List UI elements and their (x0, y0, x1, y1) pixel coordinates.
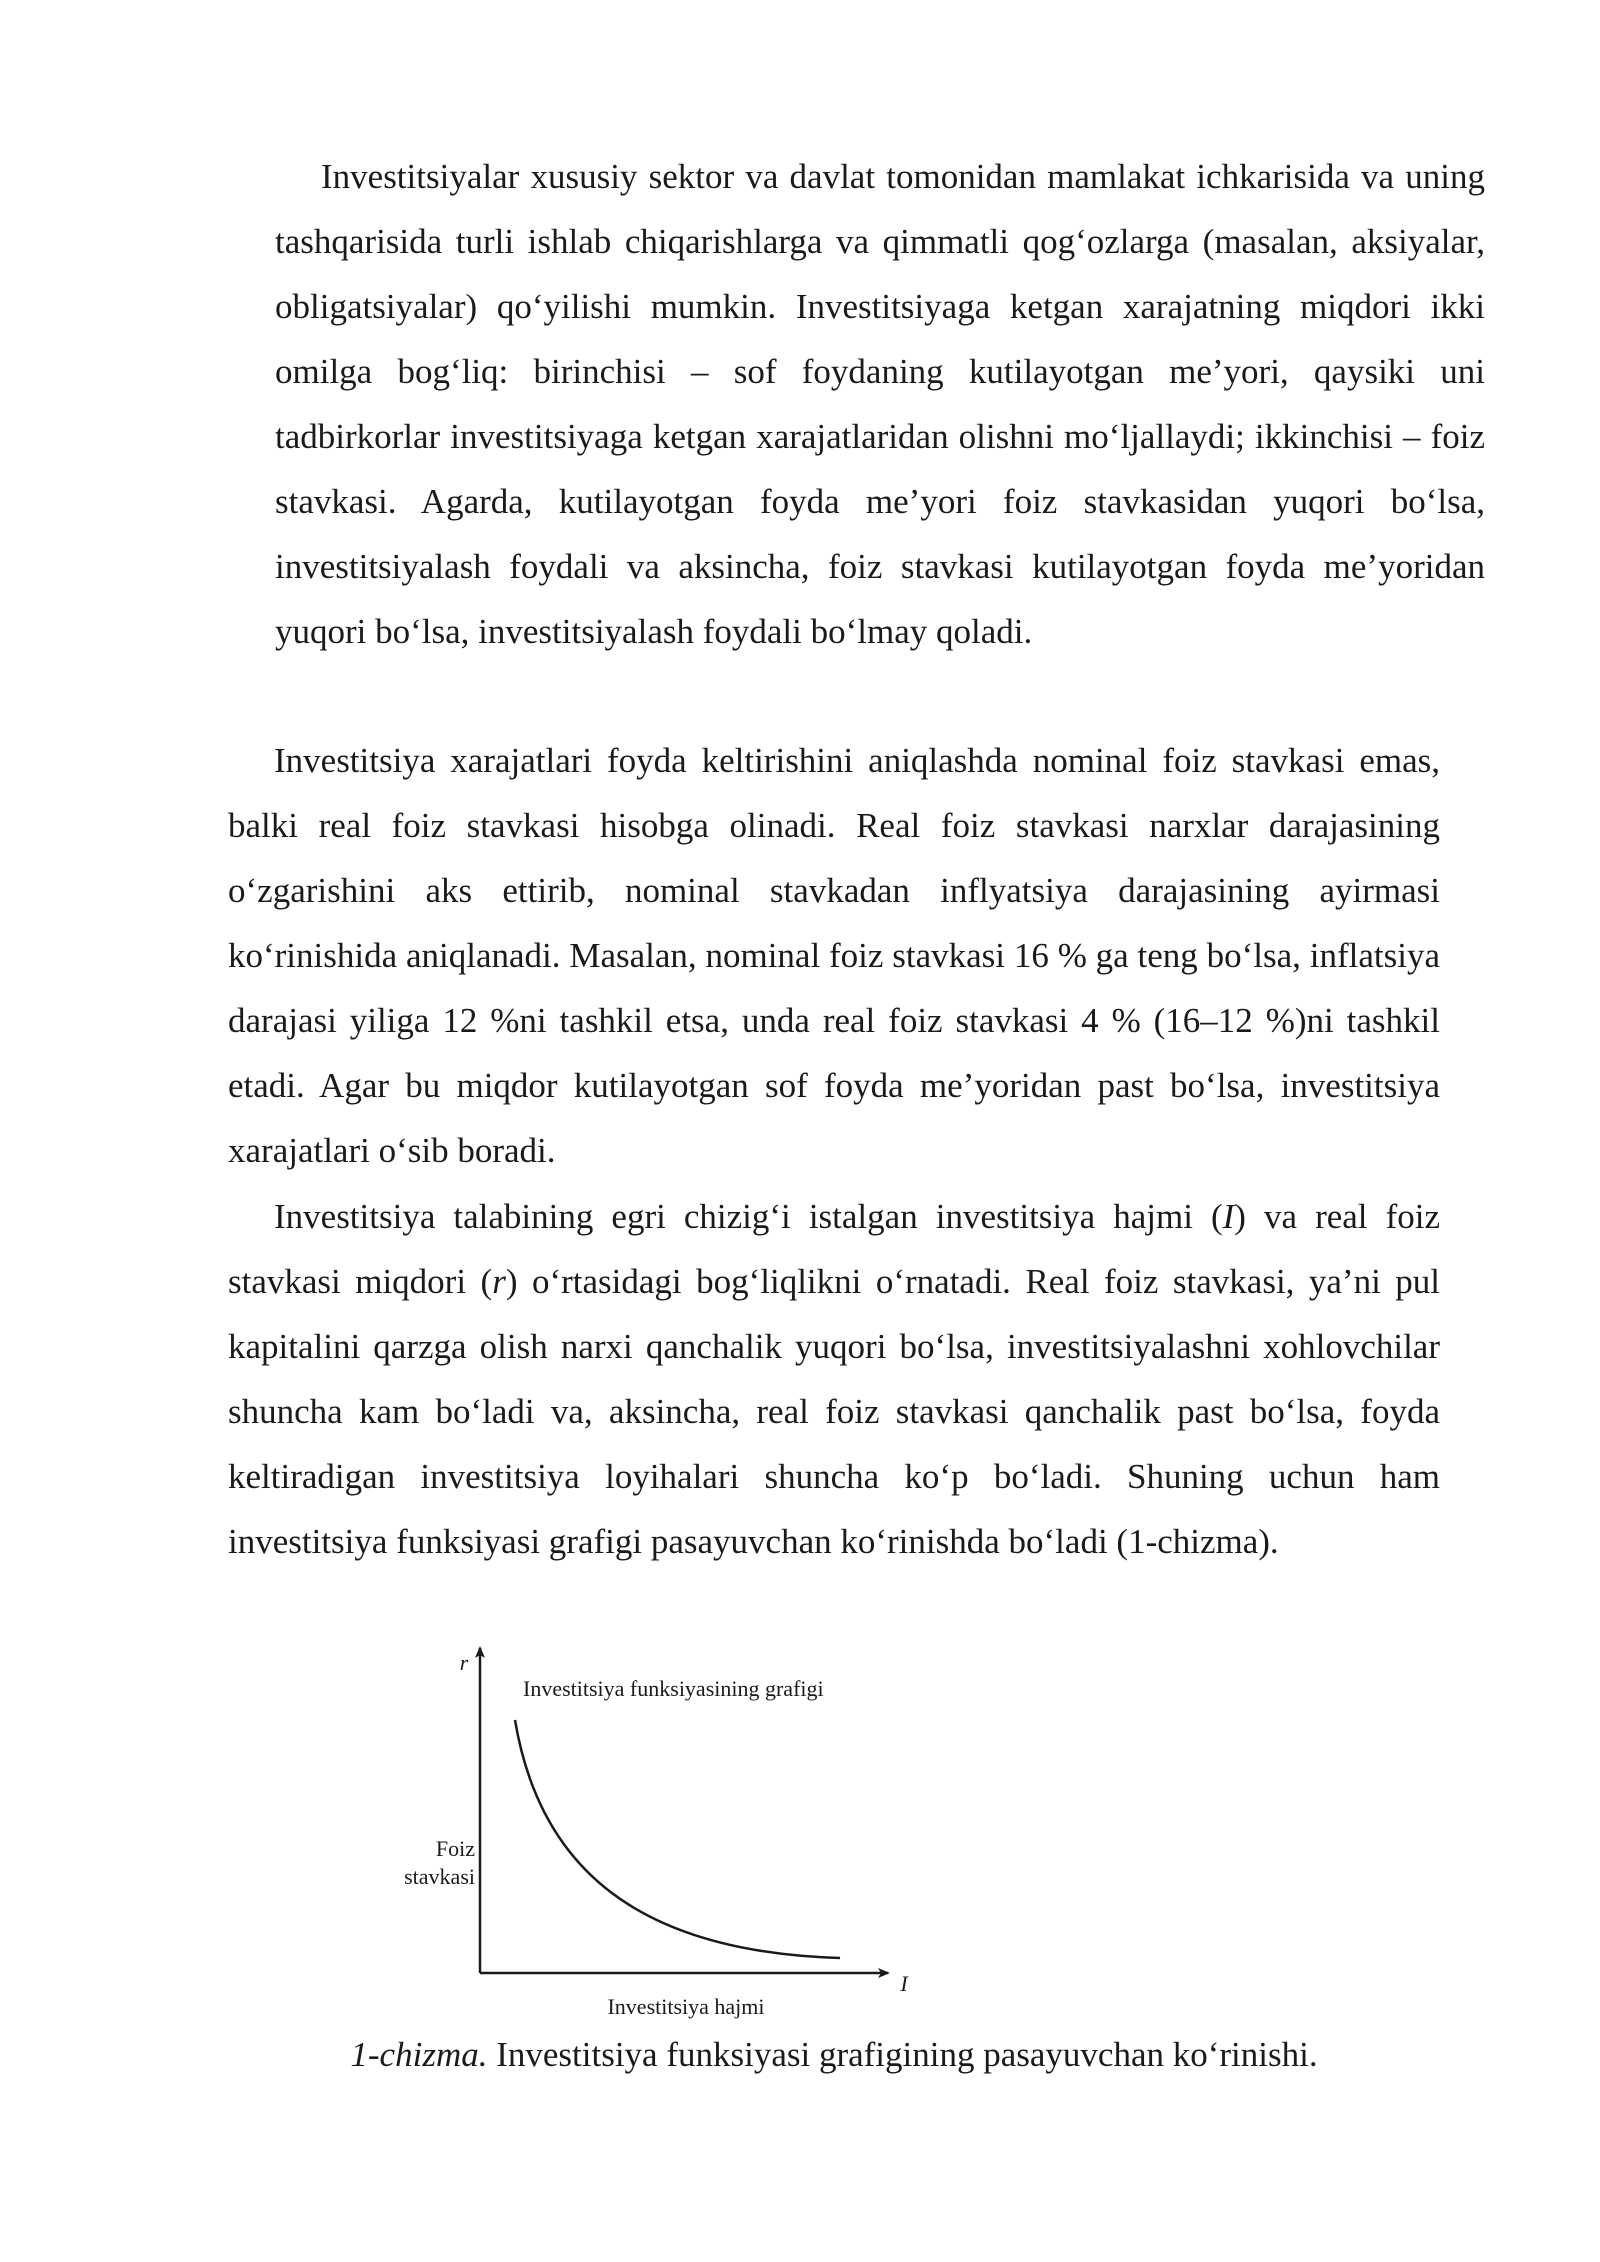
y-axis-label-line-1: Foiz (435, 1836, 475, 1861)
y-axis-symbol: r (459, 1650, 469, 1675)
x-axis-label: Investitsiya hajmi (607, 1994, 765, 2019)
paragraph-1: Investitsiyalar xususiy sektor va davlat tomonidan mamlakat ichkarisida va uning tashqarisida turli ishlab chiqarishlarga va qimmatli qog‘ozlarga (masalan, aksiyalar, obligatsiyalar) qo‘yilishi mumkin. Investitsiyaga ketgan xarajatning miqdori ikki omilga bog‘liq: birinchisi – sof foydaning kutilayotgan me’yori, qaysiki uni tadbirkorlar investitsiyaga ketgan xarajatlaridan olishni mo‘ljallaydi; ikkinchisi – foiz stavkasi. Agarda, kutilayotgan foyda me’yori foiz stavkasidan yuqori bo‘lsa, investitsiyalash foydali va aksincha, foiz stavkasi kutilayotgan foyda me’yoridan yuqori bo‘lsa, investitsiyalash foydali bo‘lmay qoladi. (275, 157, 1485, 651)
figure-caption (228, 2030, 1440, 2080)
paragraph-2: Investitsiya xarajatlari foyda keltirishini aniqlashda nominal foiz stavkasi emas, balki real foiz stavkasi hisobga olinadi. Real foiz stavkasi narxlar darajasining o‘zgarishini aks ettirib, nominal stavkadan inflyatsiya darajasining ayirmasi ko‘rinishida aniqlanadi. Masalan, nominal foiz stavkasi 16 % ga teng bo‘lsa, inflatsiya darajasi yiliga 12 %ni tashkil etsa, unda real foiz stavkasi 4 % (16–12 %)ni tashkil etadi. Agar bu miqdor kutilayotgan sof foyda me’yoridan past bo‘lsa, investitsiya xarajatlari o‘sib boradi. (228, 741, 1440, 1170)
investment-function-figure (380, 1640, 940, 2020)
symbol-i: I (1222, 1197, 1235, 1236)
caption-label: 1-chizma. (350, 2035, 488, 2074)
y-axis-label-line-2: stavkasi (404, 1864, 475, 1889)
paragraph-3-text-3: ) o‘rtasidagi bog‘liqlikni o‘rnatadi. Real foiz stavkasi, ya’ni pul kapitalini qarzga olish narxi qanchalik yuqori bo‘lsa, investitsiyalashni xohlovchilar shuncha kam bo‘ladi va, aksincha, real foiz stavkasi qanchalik past bo‘lsa, foyda keltiradigan investitsiya loyihalari shuncha ko‘p bo‘ladi. Shuning uchun ham investitsiya funksiyasi grafigi pasayuvchan ko‘rinishda bo‘ladi (1-chizma). (228, 1262, 1440, 1561)
caption-text: Investitsiya funksiyasi grafigining pasayuvchan ko‘rinishi. (487, 2035, 1318, 2074)
x-axis-symbol: I (900, 1971, 908, 1996)
investment-demand-curve (515, 1720, 840, 1958)
paragraph-3-text-2: ) va real foiz stavkasi miqdori ( (228, 1197, 1440, 1301)
curve-label: Investitsiya funksiyasining grafigi (523, 1676, 824, 1701)
paragraph-3 (228, 1184, 1440, 1574)
paragraph-3-text-1: Investitsiya talabining egri chizig‘i istalgan investitsiya hajmi ( (274, 1197, 1223, 1236)
symbol-r: r (492, 1262, 506, 1301)
